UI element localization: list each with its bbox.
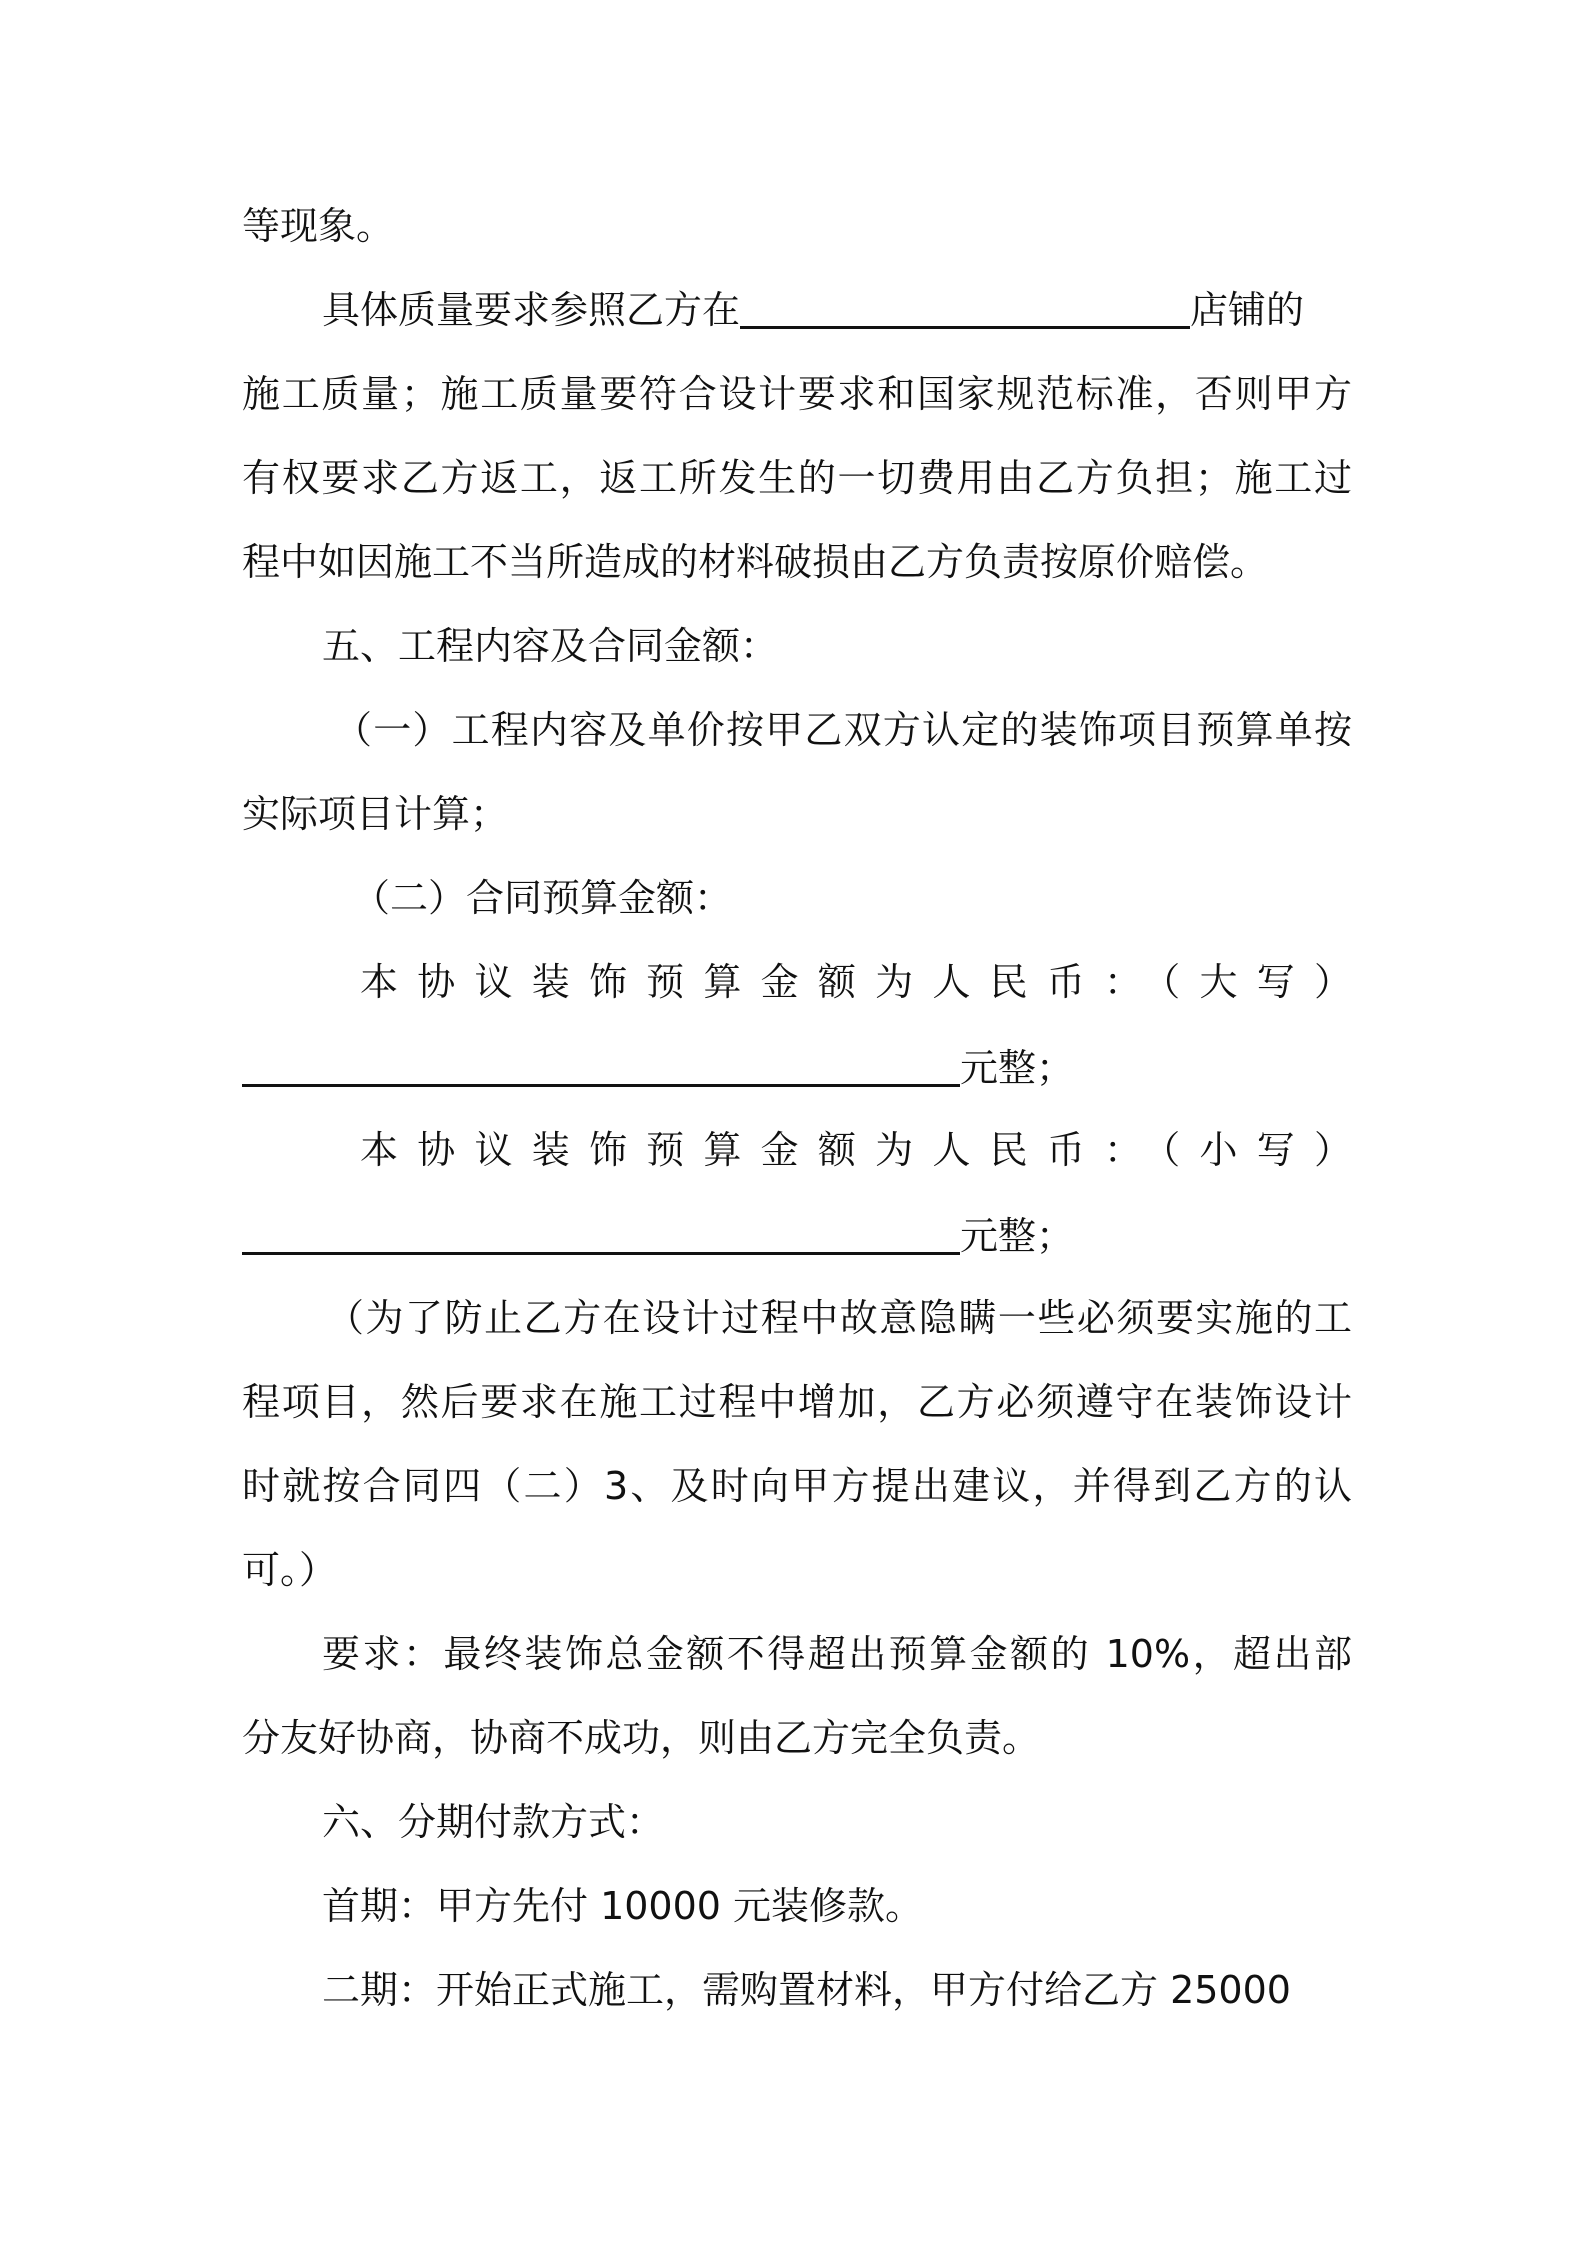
paragraph-line [242,784,1352,844]
text-span: 可。） [242,1548,338,1592]
text-span: 六、分期付款方式： [322,1800,665,1844]
budget-lowercase-label [360,1120,1352,1180]
text-span: 元整； [960,1046,1075,1090]
text-span: 有权要求乙方返工，返工所发生的一切费用由乙方负担；施工过 [242,456,1352,500]
paragraph-line [242,532,1352,592]
paragraph-line [242,1372,1352,1432]
text-span: 程项目，然后要求在施工过程中增加，乙方必须遵守在装饰设计 [242,1380,1352,1424]
text-span: 具体质量要求参照乙方在 [322,288,741,332]
paragraph-line [322,1876,1352,1936]
section-heading-5 [322,616,1352,676]
paragraph-line [242,1540,1352,1600]
text-span: 分友好协商，协商不成功，则由乙方完全负责。 [242,1716,1041,1760]
section-heading-6 [322,1792,1352,1852]
text-span: 首期：甲方先付 10000 元装修款。 [322,1884,924,1928]
text-span: 等现象。 [242,204,395,248]
text-span: 施工质量；施工质量要符合设计要求和国家规范标准，否则甲方 [242,372,1352,416]
budget-uppercase-blank-line [242,1038,1352,1098]
paragraph-line [334,700,1352,760]
text-span: 五、工程内容及合同金额： [322,624,779,668]
amount-uppercase-blank[interactable] [242,1044,960,1087]
text-span: 本协议装饰预算金额为人民币：（小写） [360,1128,1352,1172]
budget-uppercase-label [360,952,1352,1012]
text-span: （一）工程内容及单价按甲乙双方认定的装饰项目预算单按 [334,708,1352,752]
paragraph-line [242,364,1352,424]
paragraph-line [242,196,1352,256]
text-span: 程中如因施工不当所造成的材料破损由乙方负责按原价赔偿。 [242,540,1269,584]
paragraph-line [242,1708,1352,1768]
text-span: 二期：开始正式施工，需购置材料，甲方付给乙方 25000 [322,1968,1291,2012]
paragraph-line [242,448,1352,508]
text-span: 时就按合同四（二）3、及时向甲方提出建议，并得到乙方的认 [242,1464,1352,1508]
budget-lowercase-blank-line [242,1206,1352,1266]
text-span: （为了防止乙方在设计过程中故意隐瞒一些必须要实施的工 [326,1296,1352,1340]
subsection-heading [352,868,1352,928]
text-span: （二）合同预算金额： [352,876,733,920]
text-span: 实际项目计算； [242,792,509,836]
quality-requirement-line [322,280,1352,340]
amount-lowercase-blank[interactable] [242,1212,960,1255]
paragraph-line [322,1624,1352,1684]
paragraph-line [326,1288,1352,1348]
paragraph-line [322,1960,1352,2020]
shop-name-blank[interactable] [740,286,1190,329]
paragraph-line [242,1456,1352,1516]
text-span: 要求：最终装饰总金额不得超出预算金额的 10%，超出部 [322,1632,1352,1676]
text-span: 本协议装饰预算金额为人民币：（大写） [360,960,1352,1004]
text-span: 店铺的 [1190,288,1305,332]
text-span: 元整； [960,1214,1075,1258]
